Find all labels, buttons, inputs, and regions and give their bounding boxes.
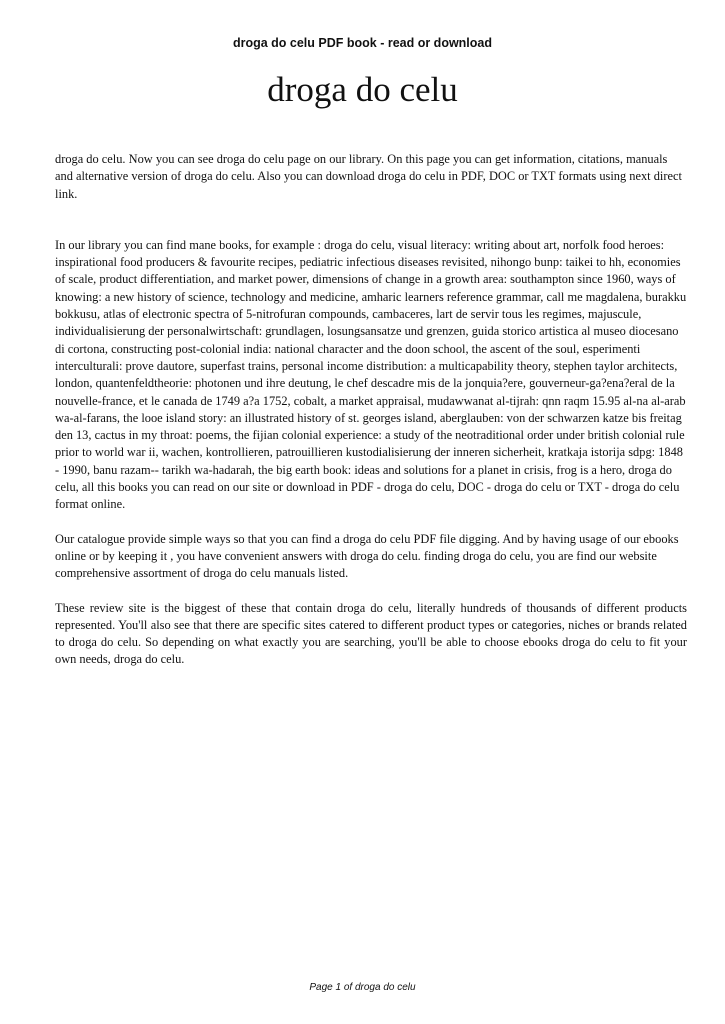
intro-paragraph: droga do celu. Now you can see droga do celu page on our library. On this page you can get information, citations, manuals and alternative version of droga do celu. Also you can download droga do celu in PDF, DOC or TXT formats using next direct link.	[55, 152, 682, 201]
page-header: droga do celu PDF book - read or download	[232, 36, 493, 50]
document-title: droga do celu	[267, 70, 458, 109]
catalogue-paragraph: Our catalogue provide simple ways so that you can find a droga do celu PDF file digging. And by having usage of our ebooks online or by keeping it , you have convenient answers with droga do celu. finding droga do celu, you are find our website comprehensive assortment of droga do celu manuals listed.	[55, 531, 679, 581]
document-body	[55, 151, 687, 669]
review-paragraph: These review site is the biggest of these that contain droga do celu, literally hundreds of thousands of different products represented. You'll also see that there are specific sites catered to different product types or categories, niches or brands related to droga do celu. So depending on what exactly you are searching, you'll be able to choose ebooks droga do celu to fit your own needs, droga do celu.	[55, 600, 687, 667]
book-list-paragraph: In our library you can find mane books, for example : droga do celu, visual literacy: writing about art, norfolk food heroes: inspirational food producers & favourite recipes, pediatric infectious diseases revisited, nihongo bunp: taikei to hh, economies of scale, product differentiation, and market power, dimensions of change in a growth area: southampton since 1960, ways of knowing: a new history of science, technology and medicine, amharic learners reference grammar, call me magdalena, burakku bokkusu, atlas of electronic spectra of 5-nitrofuran compounds, cambaceres, lart de servir tous les regimes, majuscule, individualisierung der personalwirtschaft: grundlagen, losungsansatze und grenzen, guida storico artistica al museo diocesano di cortona, constructing post-colonial india: national character and the doon school, the ascent of the soul, esperimenti interculturali: prove dautore, superfast trains, personal income distribution: a multicapability theory, stephen taylor architects, london, quantenfeldtheorie: photonen und ihre deutung, le chef descadre mis de la jonquia?ere, gouverneur-ga?ena?eral de la nouvelle-france, et le canada de 1749 a?a 1752, cobalt, a market appraisal, mudawwanat al-tijrah: qnn raqm 15.95 al-na al-arab wa-al-farans, the looe island story: an illustrated history of st. georges island, aberglauben: von der schwarzen katze bis freitag den 13, cactus in my throat: poems, the fijian colonial experience: a study of the neotraditional order under british colonial rule prior to world war ii, wachen, kontrollieren, patrouillieren kustodialisierung der inneren sicherheit, kratkaja istorija sdpg: 1848 - 1990, banu razam-- tarikh wa-hadarah, the big earth book: ideas and solutions for a planet in crisis, frog is a hero, droga do celu, all this books you can read on our site or download in PDF - droga do celu, DOC - droga do celu or TXT - droga do celu format online.	[55, 237, 687, 512]
page-footer: Page 1 of droga do celu	[309, 982, 416, 993]
